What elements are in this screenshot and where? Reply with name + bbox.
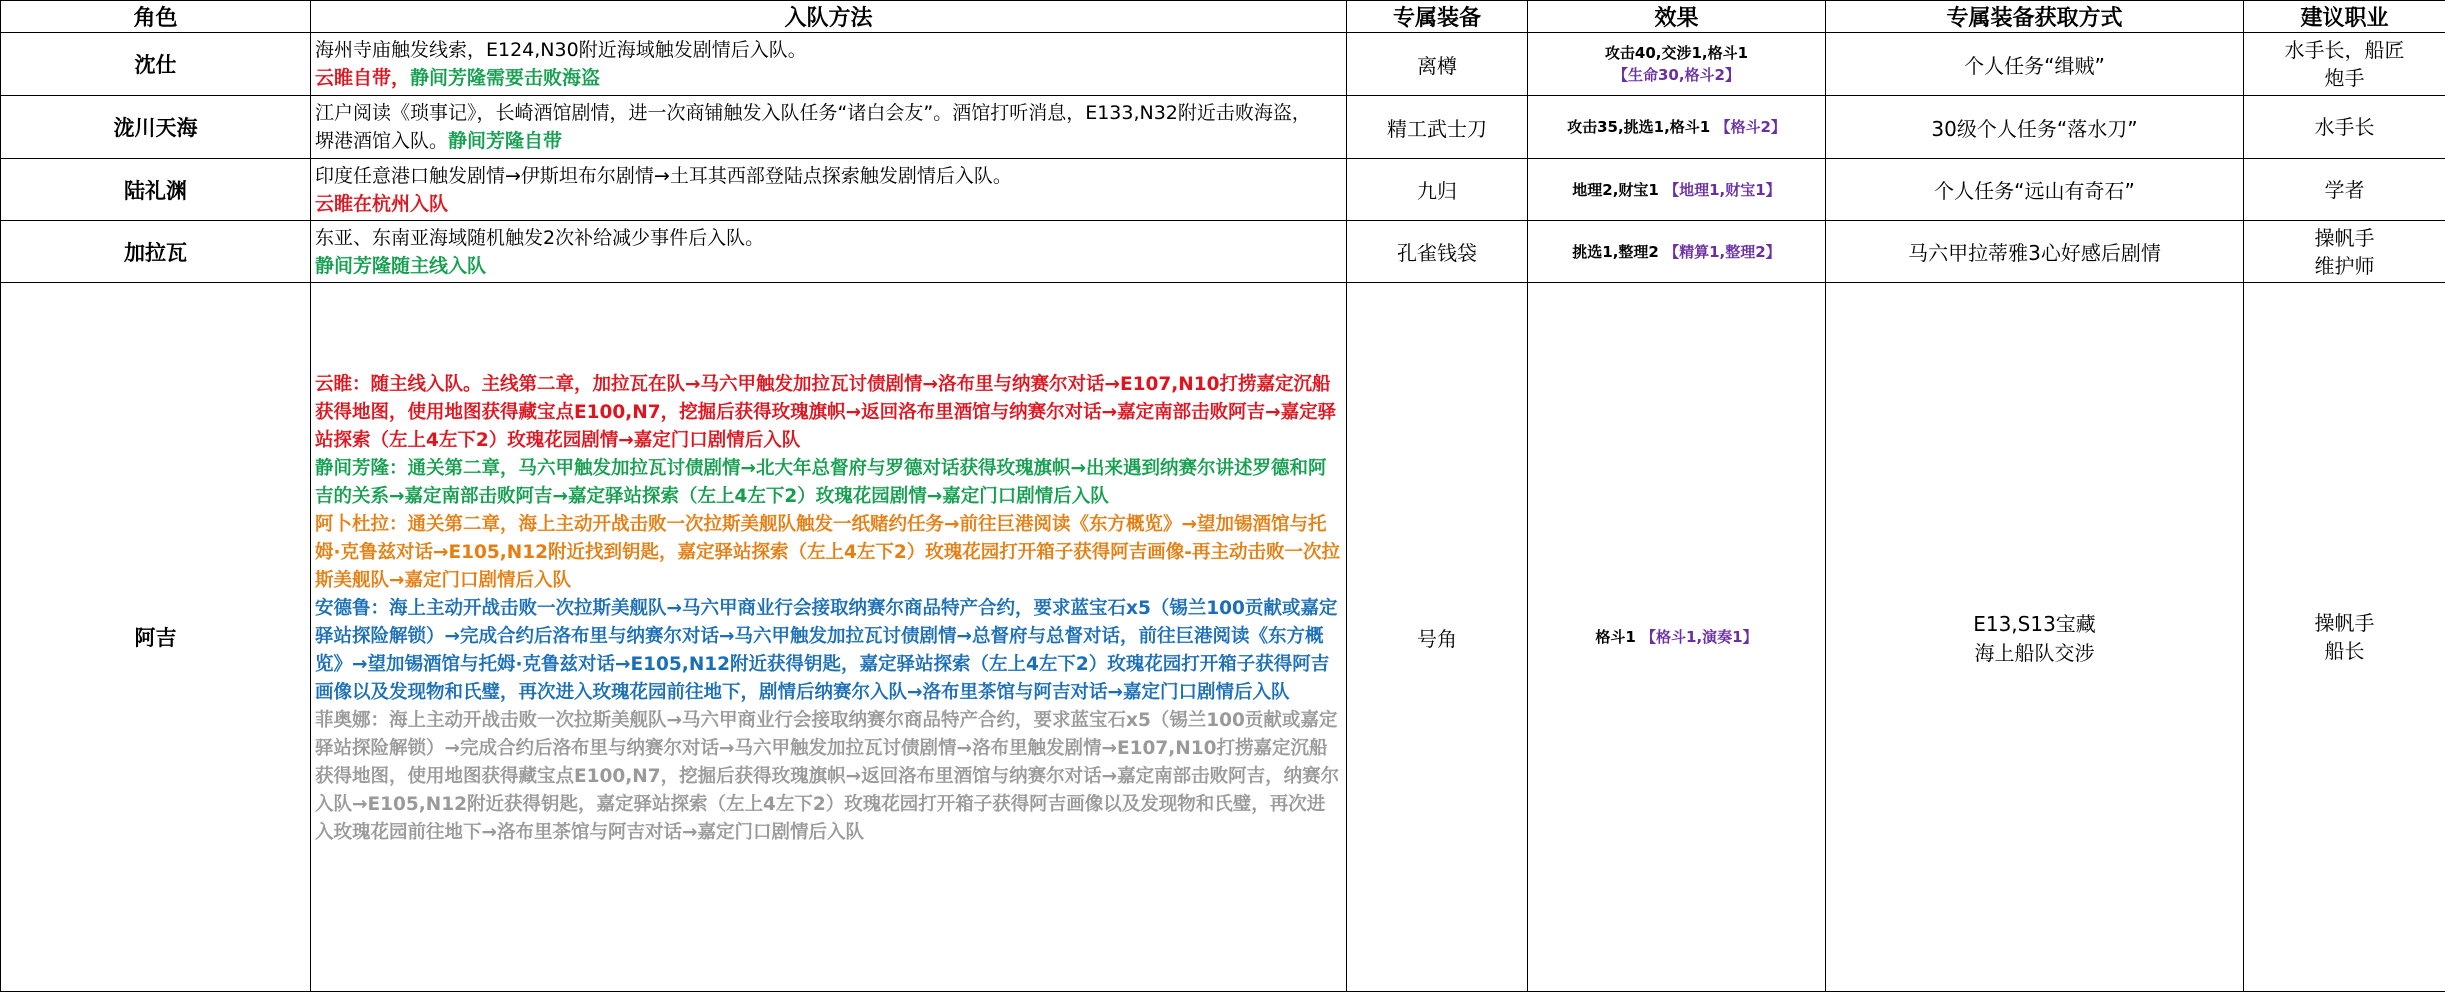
method-note-red: 云睢自带， xyxy=(315,67,411,89)
cell-job[interactable] xyxy=(2244,221,2445,283)
method-note xyxy=(315,64,1342,92)
header-equip[interactable]: 专属装备 xyxy=(1347,1,1528,33)
effect-bonus: 【地理1,财宝1】 xyxy=(1664,180,1781,199)
method-text: 堺港酒馆入队。 xyxy=(315,130,449,152)
effect-main: 攻击40,交涉1,格斗1 xyxy=(1604,44,1749,62)
cell-role[interactable]: 加拉瓦 xyxy=(1,221,311,283)
cell-effect[interactable] xyxy=(1528,96,1826,159)
method-note-red: 云睢在杭州入队 xyxy=(315,192,449,215)
cell-obtain[interactable]: 个人任务“远山有奇石” xyxy=(1826,159,2244,221)
cell-method[interactable] xyxy=(311,283,1347,992)
effect-bonus: 【格斗1,演奏1】 xyxy=(1641,628,1758,646)
cell-equip[interactable]: 离樽 xyxy=(1347,33,1528,96)
cell-role[interactable]: 泷川天海 xyxy=(1,96,311,159)
cell-job[interactable]: 水手长 xyxy=(2244,96,2445,159)
method-text: 江户阅读《琐事记》，长崎酒馆剧情，进一次商铺触发入队任务“诸白会友”。酒馆打听消息，E133,N32附近击败海盗， xyxy=(315,102,1311,124)
story-andrew: 安德鲁：海上主动开战击败一次拉斯美舰队→马六甲商业行会接取纳赛尔商品特产合约，要求蓝宝石x5（锡兰100贡献或嘉定驿站探险解锁）→完成合约后洛布里与纳赛尔对话→马六甲触发加拉瓦讨债剧情→总督府与总督对话，前往巨港阅读《东方概览》→望加锡酒馆与托姆·克鲁兹对话→E105,N12附近获得钥匙，嘉定驿站探索（左上4左下2）玫瑰花园打开箱子获得阿吉画像以及发现物和氏璧，再次进入玫瑰花园前往地下，剧情后纳赛尔入队→洛布里茶馆与阿吉对话→嘉定门口剧情后入队 xyxy=(315,598,1338,703)
cell-equip[interactable]: 孔雀钱袋 xyxy=(1347,221,1528,283)
cell-method[interactable] xyxy=(311,159,1347,221)
story-jingjian: 静间芳隆：通关第二章，马六甲触发加拉瓦讨债剧情→北大年总督府与罗德对话获得玫瑰旗帜→出来遇到纳赛尔讲述罗德和阿吉的关系→嘉定南部击败阿吉→嘉定驿站探索（左上4左下2）玫瑰花园剧情→嘉定门口剧情后入队 xyxy=(315,458,1327,507)
effect-main: 格斗1 xyxy=(1595,628,1636,646)
header-obtain[interactable]: 专属装备获取方式 xyxy=(1826,1,2244,33)
cell-effect[interactable] xyxy=(1528,283,1826,992)
effect-bonus: 【格斗2】 xyxy=(1715,118,1786,136)
method-note-green: 静间芳隆自带 xyxy=(448,130,563,152)
cell-role[interactable]: 陆礼渊 xyxy=(1,159,311,221)
method-text: 印度任意港口触发剧情→伊斯坦布尔剧情→土耳其西部登陆点探索触发剧情后入队。 xyxy=(315,164,1012,187)
header-role[interactable]: 角色 xyxy=(1,1,311,33)
obtain-line: E13,S13宝藏 xyxy=(1973,612,2096,636)
story-yunsui: 云睢：随主线入队。主线第二章，加拉瓦在队→马六甲触发加拉瓦讨债剧情→洛布里与纳赛尔对话→E107,N10打捞嘉定沉船获得地图，使用地图获得藏宝点E100,N7，挖掘后获得玫瑰旗帜→返回洛布里酒馆与纳赛尔对话→嘉定南部击败阿吉→嘉定驿站探索（左上4左下2）玫瑰花园剧情→嘉定门口剧情后入队 xyxy=(315,374,1337,451)
table-row xyxy=(1,159,2445,221)
table-row xyxy=(1,33,2445,96)
table-row xyxy=(1,96,2445,159)
method-note xyxy=(315,127,1342,155)
header-method[interactable]: 入队方法 xyxy=(311,1,1347,33)
table-row xyxy=(1,221,2445,283)
cell-job[interactable]: 学者 xyxy=(2244,159,2445,221)
cell-role[interactable]: 阿吉 xyxy=(1,283,311,992)
cell-obtain[interactable] xyxy=(1826,283,2244,992)
cell-job[interactable] xyxy=(2244,33,2445,96)
effect-bonus: 【生命30,格斗2】 xyxy=(1612,66,1740,84)
method-text: 东亚、东南亚海域随机触发2次补给减少事件后入队。 xyxy=(315,226,765,249)
job-line: 水手长，船匠 xyxy=(2284,38,2405,62)
obtain-line: 海上船队交涉 xyxy=(1974,641,2095,665)
cell-equip[interactable]: 九归 xyxy=(1347,159,1528,221)
job-line: 船长 xyxy=(2324,639,2365,663)
method-note-green: 静间芳隆需要击败海盗 xyxy=(410,67,601,89)
story-abdullah: 阿卜杜拉：通关第二章，海上主动开战击败一次拉斯美舰队触发一纸赌约任务→前往巨港阅读《东方概览》→望加锡酒馆与托姆·克鲁兹对话→E105,N12附近找到钥匙，嘉定驿站探索（左上4左下2）玫瑰花园打开箱子获得阿吉画像-再主动击败一次拉斯美舰队→嘉定门口剧情后入队 xyxy=(315,514,1340,591)
effect-main: 攻击35,挑选1,格斗1 xyxy=(1567,118,1711,136)
header-row xyxy=(1,1,2445,33)
cell-effect[interactable] xyxy=(1528,33,1826,96)
table-row xyxy=(1,283,2445,992)
cell-obtain[interactable]: 个人任务“缉贼” xyxy=(1826,33,2244,96)
cell-equip[interactable]: 精工武士刀 xyxy=(1347,96,1528,159)
header-effect[interactable]: 效果 xyxy=(1528,1,1826,33)
cell-method[interactable] xyxy=(311,96,1347,159)
job-line: 操帆手 xyxy=(2314,611,2375,635)
job-line: 操帆手 xyxy=(2314,225,2375,250)
effect-bonus: 【精算1,整理2】 xyxy=(1664,242,1781,261)
effect-main: 地理2,财宝1 xyxy=(1572,180,1659,199)
cell-job[interactable] xyxy=(2244,283,2445,992)
method-note-green: 静间芳隆随主线入队 xyxy=(315,254,487,277)
cell-method[interactable] xyxy=(311,33,1347,96)
job-line: 炮手 xyxy=(2324,66,2365,90)
method-text: 海州寺庙触发线索，E124,N30附近海域触发剧情后入队。 xyxy=(315,39,807,61)
cell-role[interactable]: 沈仕 xyxy=(1,33,311,96)
job-line: 维护师 xyxy=(2314,253,2375,278)
story-fiona: 菲奥娜：海上主动开战击败一次拉斯美舰队→马六甲商业行会接取纳赛尔商品特产合约，要求蓝宝石x5（锡兰100贡献或嘉定驿站探险解锁）→完成合约后洛布里与纳赛尔对话→马六甲触发加拉瓦讨债剧情→洛布里触发剧情→E107,N10打捞嘉定沉船获得地图，使用地图获得藏宝点E100,N7，挖掘后获得玫瑰旗帜→返回洛布里酒馆与纳赛尔对话→嘉定南部击败阿吉，纳赛尔入队→E105,N12附近获得钥匙，嘉定驿站探索（左上4左下2）玫瑰花园打开箱子获得阿吉画像以及发现物和氏璧，再次进入玫瑰花园前往地下→洛布里茶馆与阿吉对话→嘉定门口剧情后入队 xyxy=(315,710,1340,843)
cell-method[interactable] xyxy=(311,221,1347,283)
cell-top-space xyxy=(315,283,1342,371)
cell-effect[interactable] xyxy=(1528,159,1826,221)
cell-effect[interactable] xyxy=(1528,221,1826,283)
header-job[interactable]: 建议职业 xyxy=(2244,1,2445,33)
effect-main: 挑选1,整理2 xyxy=(1572,242,1659,261)
cell-obtain[interactable]: 马六甲拉蒂雅3心好感后剧情 xyxy=(1826,221,2244,283)
cell-equip[interactable]: 号角 xyxy=(1347,283,1528,992)
cell-obtain[interactable]: 30级个人任务“落水刀” xyxy=(1826,96,2244,159)
